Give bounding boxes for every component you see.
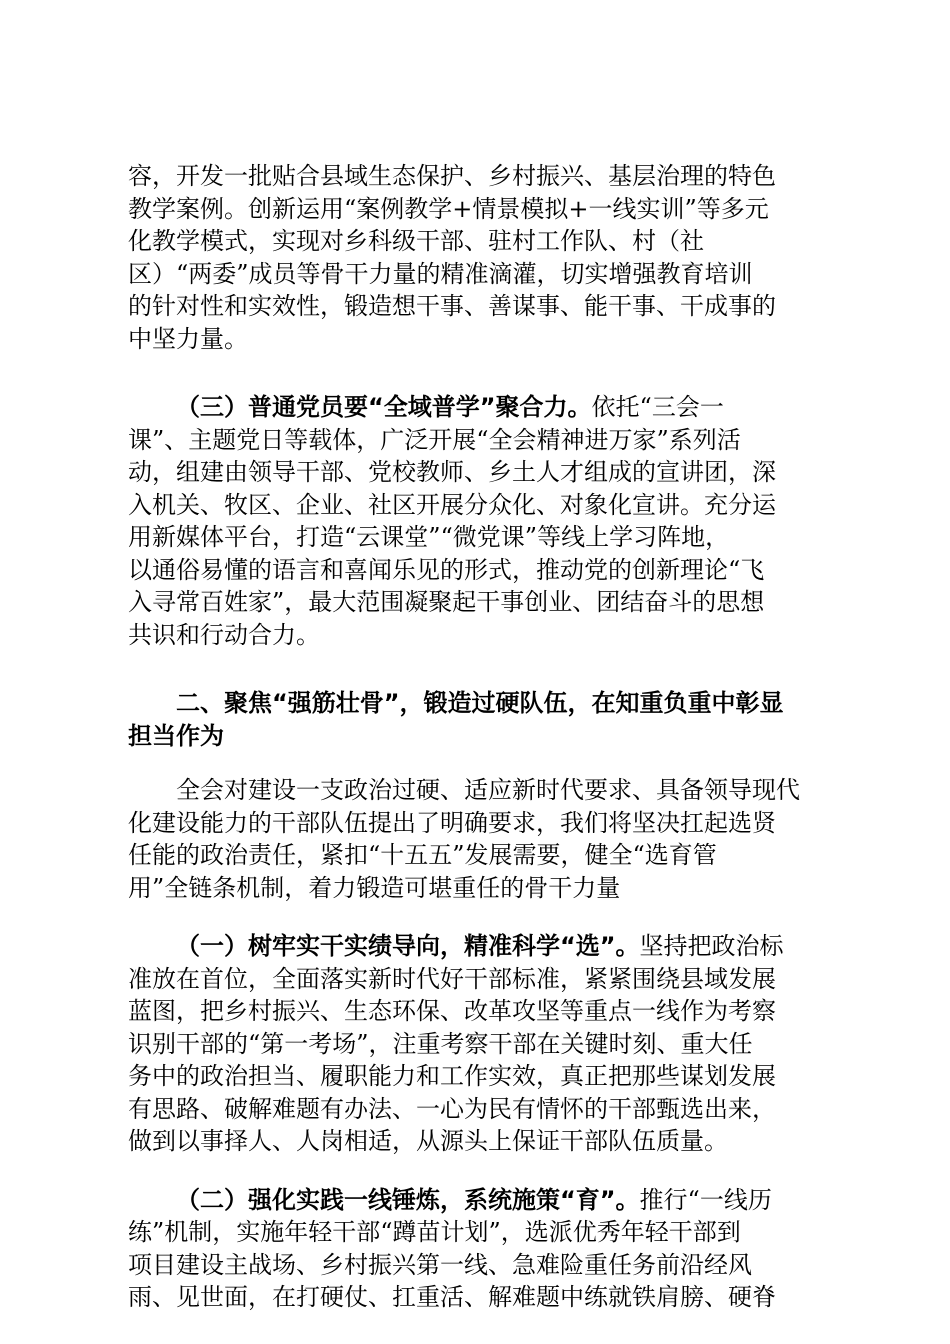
document-page bbox=[128, 160, 830, 1334]
text-line: 区）“两委”成员等骨干力量的精准滴灌，切实增强教育培训 bbox=[128, 259, 753, 288]
text-line: 准放在首位，全面落实新时代好干部标准，紧紧围绕县域发展 bbox=[128, 964, 776, 993]
text-line: 教学案例。创新运用“案例教学+情景模拟+一线实训”等多元 bbox=[128, 194, 769, 223]
text-line-rest: 全会对建设一支政治过硬、适应新时代要求、具备领导现代 bbox=[176, 776, 800, 804]
paragraph-lead: （一）树牢实干实绩导向，精准科学“选”。 bbox=[176, 932, 640, 960]
text-line: 用新媒体平台，打造“云课堂”“微党课”等线上学习阵地， bbox=[128, 523, 730, 551]
text-line: 任能的政治责任，紧扣“十五五”发展需要，健全“选育管 bbox=[128, 841, 717, 869]
paragraph-ordinary-party-members bbox=[128, 391, 830, 651]
text-line: 务中的政治担当、履职能力和工作实效，真正把那些谋划发展 bbox=[128, 1062, 776, 1090]
text-line-first bbox=[128, 930, 830, 963]
text-line-rest: 推行“一线历 bbox=[639, 1185, 772, 1214]
heading-line: 担当作为 bbox=[128, 721, 224, 750]
text-line: 课”、主题党日等载体，广泛开展“全会精神进万家”系列活 bbox=[128, 425, 741, 454]
text-line: 的针对性和实效性，锻造想干事、善谋事、能干事、干成事的 bbox=[128, 292, 776, 320]
paragraph-continuation bbox=[128, 160, 830, 355]
text-line: 中坚力量。 bbox=[128, 324, 248, 353]
heading-line bbox=[128, 687, 830, 720]
text-line: 有思路、破解难题有办法、一心为民有情怀的干部甄选出来， bbox=[128, 1094, 776, 1123]
section-heading bbox=[128, 687, 830, 752]
text-line: 以通俗易懂的语言和喜闻乐见的形式，推动党的创新理论“飞 bbox=[128, 555, 765, 584]
text-line: 练”机制，实施年轻干部“蹲苗计划”，选派优秀年轻干部到 bbox=[128, 1218, 741, 1246]
text-line: 做到以事择人、人岗相适，从源头上保证干部队伍质量。 bbox=[128, 1127, 728, 1155]
text-line: 项目建设主战场、乡村振兴第一线、急难险重任务前沿经风 bbox=[128, 1250, 752, 1279]
text-line-first bbox=[128, 1184, 830, 1217]
text-line-rest: 坚持把政治标 bbox=[639, 932, 784, 960]
text-line: 蓝图，把乡村振兴、生态环保、改革攻坚等重点一线作为考察 bbox=[128, 997, 776, 1025]
text-line: 动，组建由领导干部、党校教师、乡土人才组成的宣讲团，深 bbox=[128, 458, 776, 486]
text-line: 入机关、牧区、企业、社区开展分众化、对象化宣讲。充分运 bbox=[128, 490, 776, 519]
paragraph-selection bbox=[128, 930, 830, 1158]
paragraph-section-intro bbox=[128, 774, 830, 904]
text-line: 识别干部的“第一考场”，注重考察干部在关键时刻、重大任 bbox=[128, 1029, 753, 1058]
text-line: 雨、见世面，在打硬仗、扛重活、解难题中练就铁肩膀、硬脊 bbox=[128, 1283, 776, 1311]
text-line: 共识和行动合力。 bbox=[128, 620, 320, 649]
text-line: 化教学模式，实现对乡科级干部、驻村工作队、村（社 bbox=[128, 227, 704, 255]
text-line-first bbox=[128, 774, 830, 807]
text-line-first bbox=[128, 391, 830, 424]
text-line: 入寻常百姓家”，最大范围凝聚起干事创业、团结奋斗的思想 bbox=[128, 588, 765, 616]
text-line: 化建设能力的干部队伍提出了明确要求，我们将坚决扛起选贤 bbox=[128, 808, 776, 837]
paragraph-cultivation bbox=[128, 1184, 830, 1314]
heading-text: 二、聚焦“强筋壮骨”，锻造过硬队伍，在知重负重中彰显 bbox=[176, 689, 784, 717]
text-line: 容，开发一批贴合县域生态保护、乡村振兴、基层治理的特色 bbox=[128, 162, 776, 190]
paragraph-lead: （二）强化实践一线锤炼，系统施策“育”。 bbox=[176, 1185, 640, 1214]
paragraph-lead: （三）普通党员要“全域普学”聚合力。 bbox=[176, 393, 592, 421]
text-line: 用”全链条机制，着力锻造可堪重任的骨干力量 bbox=[128, 873, 621, 902]
text-line-rest: 依托“三会一 bbox=[591, 393, 724, 421]
